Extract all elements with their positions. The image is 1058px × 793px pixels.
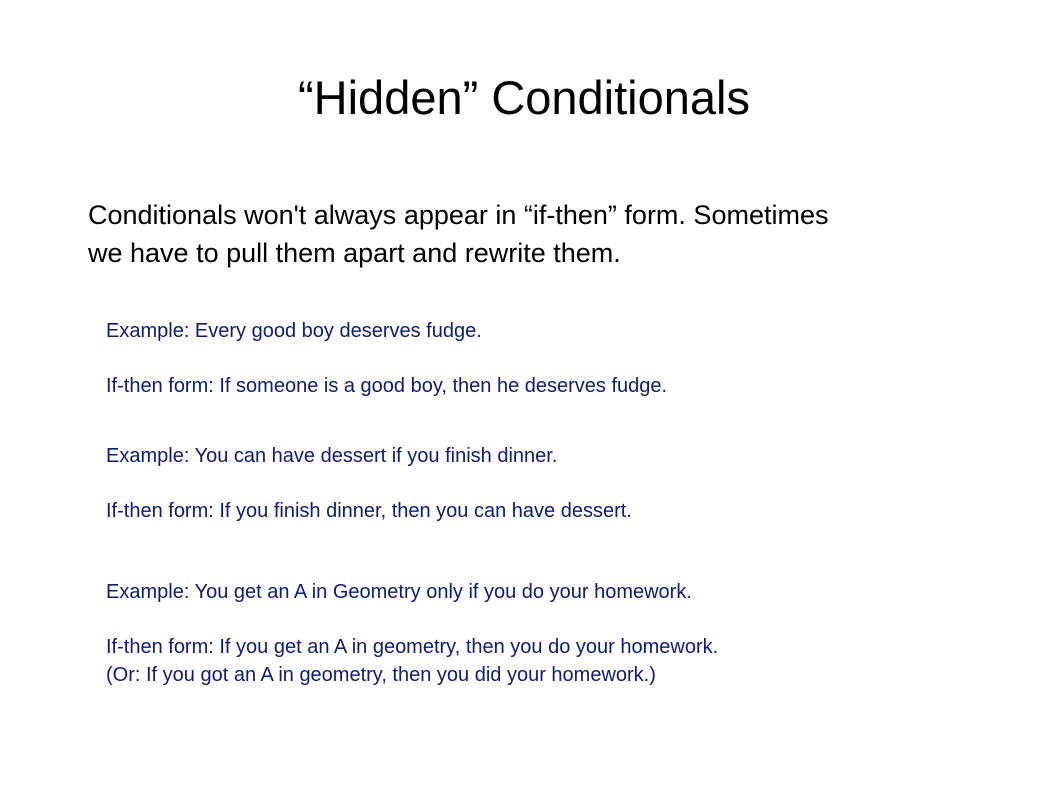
example-2-if-then: If-then form: If you finish dinner, then you can have dessert. (106, 500, 632, 522)
example-2-statement: Example: You can have dessert if you finish dinner. (106, 445, 558, 467)
example-3-alternate: (Or: If you got an A in geometry, then you did your homework.) (106, 664, 656, 686)
example-1-statement: Example: Every good boy deserves fudge. (106, 320, 482, 342)
intro-line-2: we have to pull them apart and rewrite them. (88, 238, 621, 268)
slide-title: “Hidden” Conditionals (298, 71, 750, 124)
example-1-if-then: If-then form: If someone is a good boy, then he deserves fudge. (106, 375, 668, 397)
intro-line-1: Conditionals won't always appear in “if-then” form. Sometimes (88, 200, 829, 230)
intro-paragraph (88, 196, 1018, 272)
example-3-if-then: If-then form: If you get an A in geometry, then you do your homework. (106, 636, 719, 658)
example-3-statement: Example: You get an A in Geometry only if you do your homework. (106, 581, 692, 603)
